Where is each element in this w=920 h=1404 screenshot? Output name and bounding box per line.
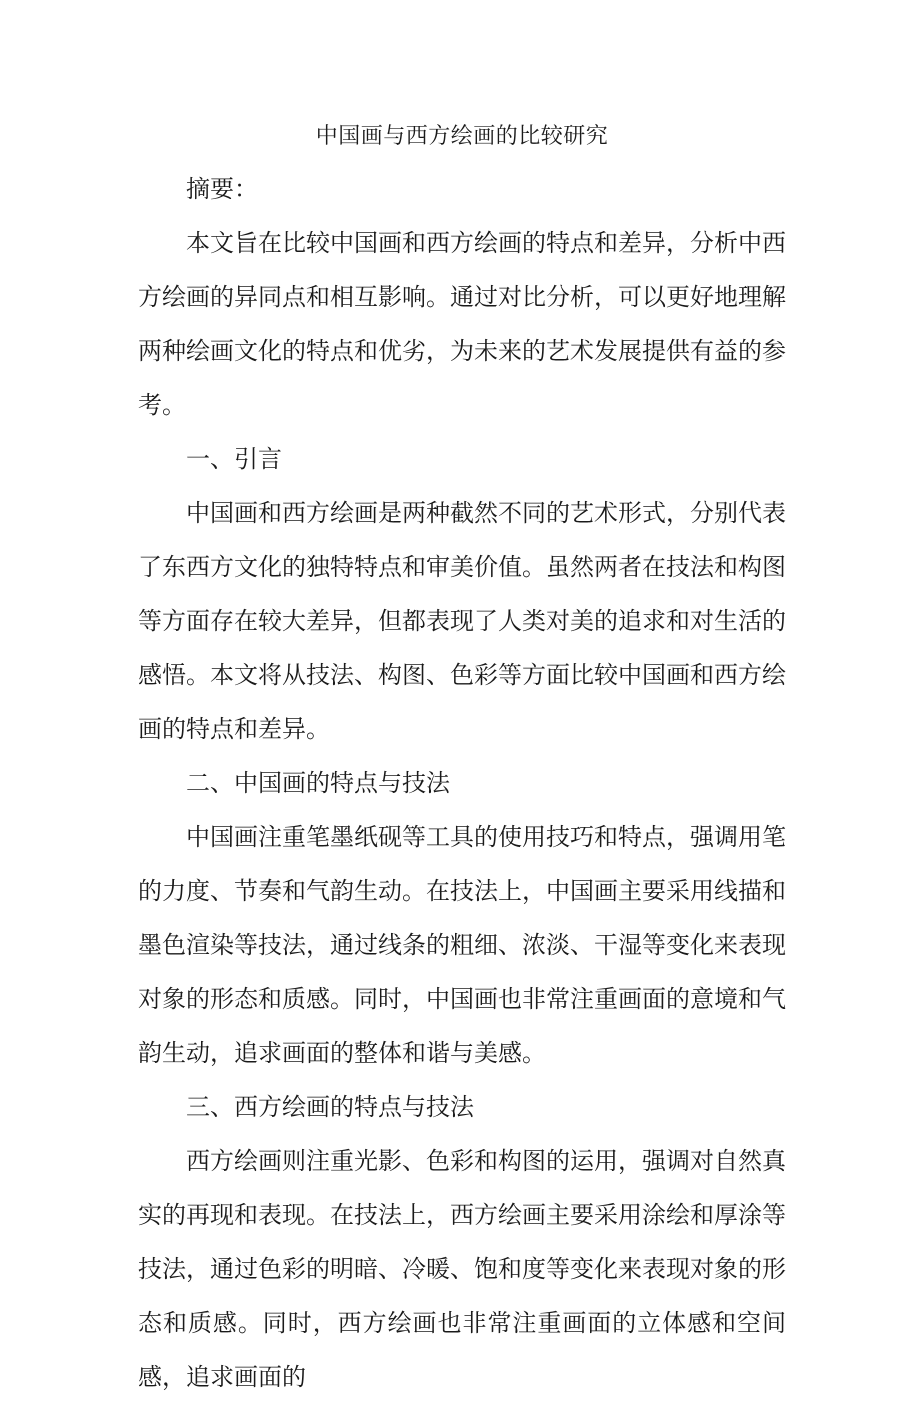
abstract-body: 本文旨在比较中国画和西方绘画的特点和差异，分析中西方绘画的异同点和相互影响。通过对比分析，可以更好地理解两种绘画文化的特点和优劣，为未来的艺术发展提供有益的参考。	[138, 229, 786, 419]
abstract-heading: 摘要：	[186, 175, 258, 203]
section-3-body: 西方绘画则注重光影、色彩和构图的运用，强调对自然真实的再现和表现。在技法上，西方绘画主要采用涂绘和厚涂等技法，通过色彩的明暗、冷暖、饱和度等变化来表现对象的形态和质感。同时，西方绘画也非常注重画面的立体感和空间感，追求画面的	[138, 1147, 786, 1391]
section-1-heading: 一、引言	[186, 445, 282, 473]
section-3-heading: 三、西方绘画的特点与技法	[186, 1093, 474, 1121]
document-page	[138, 112, 786, 1404]
section-2-body: 中国画注重笔墨纸砚等工具的使用技巧和特点，强调用笔的力度、节奏和气韵生动。在技法上，中国画主要采用线描和墨色渲染等技法，通过线条的粗细、浓淡、干湿等变化来表现对象的形态和质感。同时，中国画也非常注重画面的意境和气韵生动，追求画面的整体和谐与美感。	[138, 823, 786, 1067]
section-2-heading: 二、中国画的特点与技法	[186, 769, 450, 797]
document-title: 中国画与西方绘画的比较研究	[315, 124, 609, 149]
section-1-body: 中国画和西方绘画是两种截然不同的艺术形式，分别代表了东西方文化的独特特点和审美价值。虽然两者在技法和构图等方面存在较大差异，但都表现了人类对美的追求和对生活的感悟。本文将从技法、构图、色彩等方面比较中国画和西方绘画的特点和差异。	[138, 499, 786, 743]
